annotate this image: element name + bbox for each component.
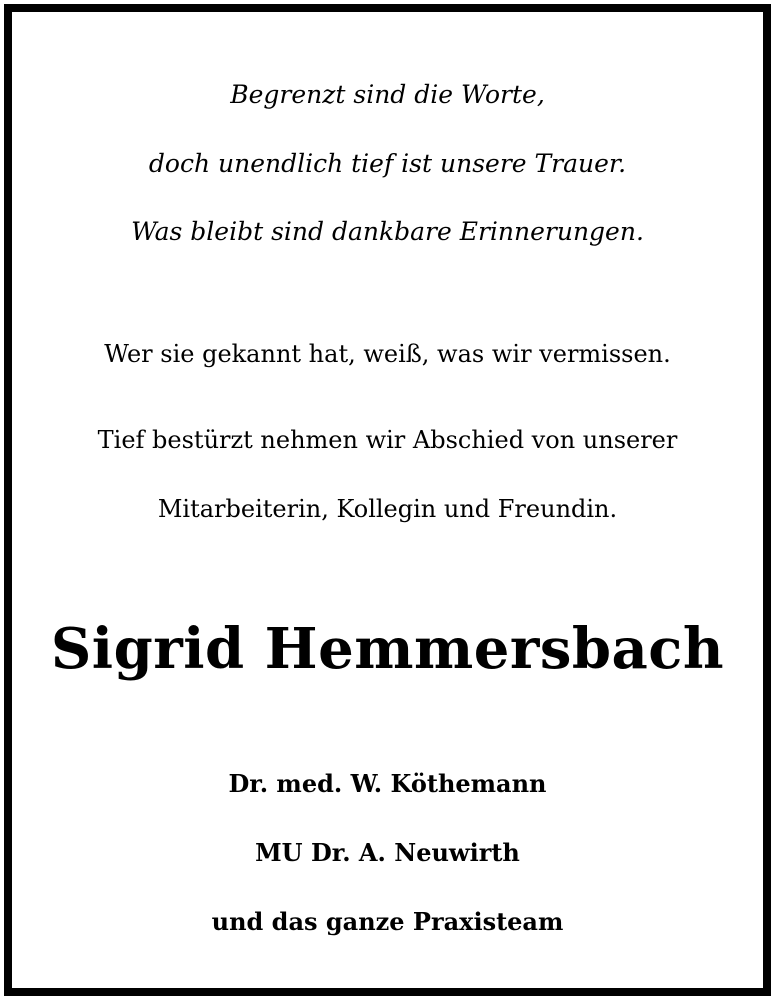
signatory-2: MU Dr. A. Neuwirth <box>255 838 520 867</box>
body-line-3: Mitarbeiterin, Kollegin und Freundin. <box>157 495 618 523</box>
obituary-frame <box>4 4 771 996</box>
verse-line-1: Begrenzt sind die Worte, <box>230 80 545 109</box>
body-line-2: Tief bestürzt nehmen wir Abschied von unserer <box>97 426 678 454</box>
deceased-name: Sigrid Hemmersbach <box>50 616 725 682</box>
verse-line-3: Was bleibt sind dankbare Erinnerungen. <box>131 217 644 246</box>
verse-line-2: doch unendlich tief ist unsere Trauer. <box>148 149 627 178</box>
signatory-3: und das ganze Praxisteam <box>211 907 564 936</box>
body-line-1: Wer sie gekannt hat, weiß, was wir vermissen. <box>104 340 671 368</box>
signatory-1: Dr. med. W. Köthemann <box>228 769 547 798</box>
